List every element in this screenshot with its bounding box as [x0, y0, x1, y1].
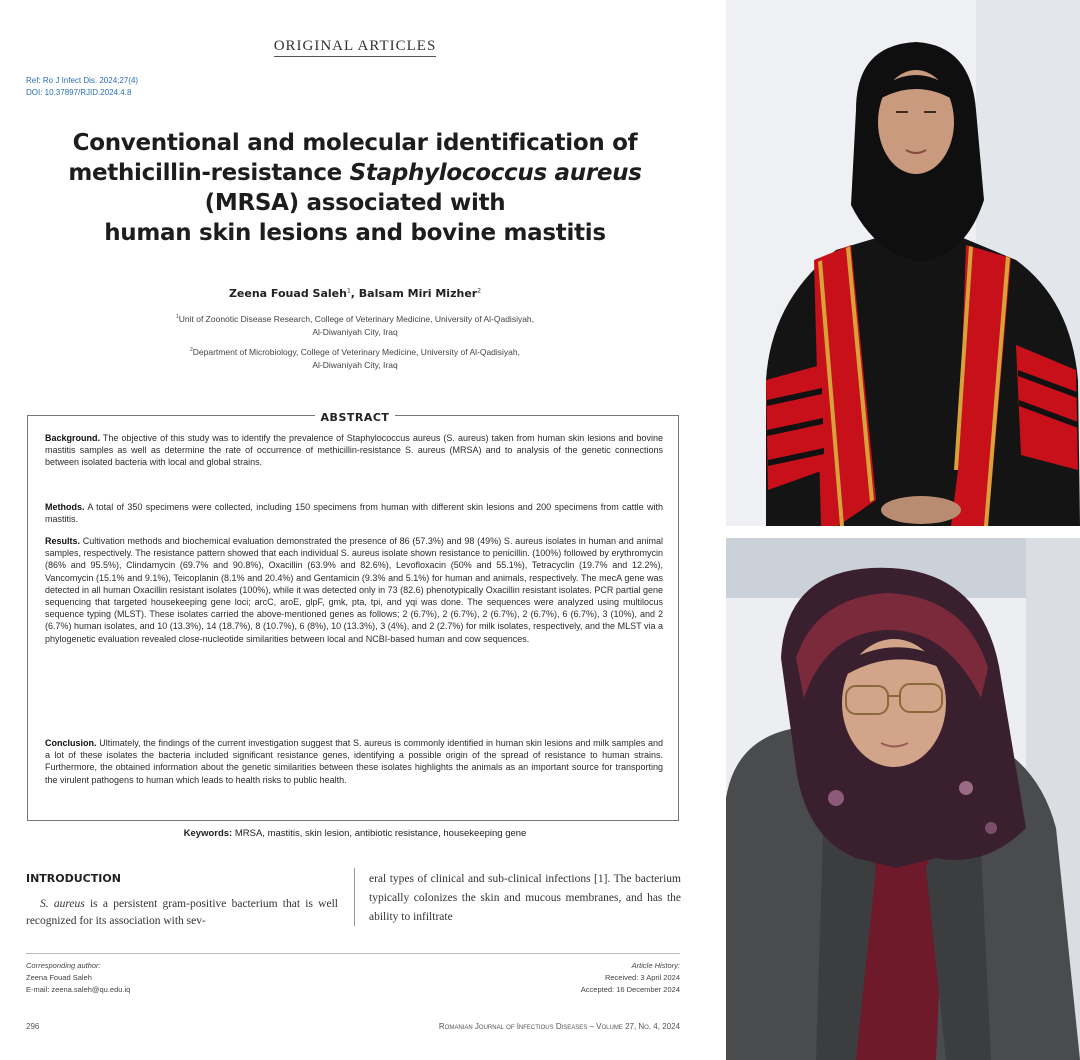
abstract-conclusion: Conclusion. Ultimately, the findings of the current investigation suggest that S. aureus is commonly identified in human skin lesions and milk samples and a lot of these isolates the bacteria included significant resistance genes, identifying a possible origin of the spread of resistance to human strains. Furthermore, the obtained information about the genetic similarities between these isolates highlights the animals as an important source for transporting the virulent pathogens to human which leads to health risks to public health. [45, 738, 663, 785]
journal-footer: Romanian Journal of Infectious Diseases – Volume 27, No. 4, 2024 [438, 1022, 680, 1031]
portrait-bottom-illustration [726, 538, 1080, 1060]
abstract-results: Results. Cultivation methods and biochemical evaluation demonstrated the presence of 86 (57.3%) and 98 (49%) S. aureus isolates in human and animal samples, respectively. The resistance pattern showed that each individual S. aureus isolate shown resistance to penicillin. (100%) followed by erythromycin (86% and 95.5%), Clindamycin (69.7% and 90.8%), Oxacillin (63.9% and 82.6%), Levofloxacin (50% and 55.1%), Tetracyclin (19.7% and 12.2%), Vancomycin (15.1% and 9.1%), Teicoplanin (8.1% and 20.4%) and Gentamicin (9.3% and 5.1%) for human and animals, respectively. The mecA gene was detected in all human Oxacillin resistant isolates (100%), while it was detected only in 73 (82.6) phenotypically Oxacillin resistant isolates. PCR partial gene sequencing that targeted housekeeping gene loci; arcC, aroE, glpF, gmk, pta, tpi, and yqi was done. The sequences were analyzed using multilocus sequence typing (MLST). These isolates carried the above-mentioned genes as follows; 2 (6.7%), 2 (6.7%), 2 (6.7%), 2 (6.7%), 6 (6.7%), 3 (10%), and 2 (6.7%) human isolates, and 10 (13.3%), 14 (18.7%), 8 (10.7%), 6 (8%), 10 (13.3%), 3 (4%), and 2 (2.7%) for milk isolates, respectively, and the MLST via a phylogenetic evaluation revealed close-nucleotide similarities between local and NCBI-based human and cow sequences. [45, 536, 663, 644]
corresponding-author: Corresponding author: Zeena Fouad Saleh E-mail: zeena.saleh@qu.edu.iq [26, 961, 131, 994]
title-line-2: methicillin-resistance Staphylococcus aureus [68, 160, 642, 186]
abstract-background: Background. The objective of this study was to identify the prevalence of Staphylococcus aureus (S. aureus) taken from human skin lesions and bovine mastitis samples as well as determine the rate of occurrence of methicillin-resistance S. aureus (MRSA) and to analysis of the genetic connections between isolated bacteria with local and global strains. [45, 433, 663, 468]
section-label: ORIGINAL ARTICLES [0, 38, 710, 55]
column-divider [354, 868, 355, 926]
portrait-photo-top [726, 0, 1080, 526]
author-1: Zeena Fouad Saleh [228, 287, 347, 300]
portrait-photo-bottom [726, 538, 1080, 1060]
abstract-methods: Methods. A total of 350 specimens were collected, including 150 specimens from human with different skin lesions and 200 specimens from cattle with mastitis. [45, 502, 663, 525]
title-line-4: human skin lesions and bovine mastitis [104, 220, 606, 246]
affiliation-2: $^2$Department of Microbiology, College of Veterinary Medicine, University of Al-Qadisiyah, Al-Diwaniyah City, Iraq [189, 346, 521, 370]
keywords: Keywords: MRSA, mastitis, skin lesion, antibiotic resistance, housekeeping gene [183, 828, 527, 839]
title-organism: Staphylococcus aureus [349, 160, 642, 186]
doi-link[interactable]: DOI: 10.37897/RJID.2024.4.8 [26, 88, 132, 97]
page-number: 296 [26, 1022, 40, 1031]
intro-column-right: eral types of clinical and sub-clinical infections [1]. The bacterium typically colonizes the skin and mucous membranes, and has the ability to infiltrate [369, 873, 681, 923]
intro-column-left: S. aureus is a persistent gram-positive bacterium that is well recognized for its association with sev- [26, 898, 338, 927]
title-line-3: (MRSA) associated with [204, 190, 506, 216]
portrait-top-illustration [726, 0, 1080, 526]
ref-line[interactable]: Ref: Ro J Infect Dis. 2024;27(4) [26, 76, 139, 85]
affiliation-1: $^1$Unit of Zoonotic Disease Research, College of Veterinary Medicine, University of Al-Qadisiyah, Al-Diwaniyah City, Iraq [175, 313, 535, 337]
corresponding-email[interactable]: E-mail: zeena.saleh@qu.edu.iq [26, 985, 131, 994]
article-history: Article History: Received: 3 April 2024 Accepted: 16 December 2024 [580, 961, 680, 994]
intro-heading: INTRODUCTION [26, 872, 121, 885]
footer-rule [26, 953, 680, 954]
author-list: Zeena Fouad Saleh$^1$, Balsam Miri Mizher$^2$ [228, 287, 482, 300]
article-title [40, 128, 670, 248]
reference-block [26, 75, 138, 99]
abstract-heading: ABSTRACT [0, 408, 710, 426]
title-line-1: Conventional and molecular identification of [72, 130, 638, 156]
author-2: Balsam Miri Mizher [358, 287, 478, 300]
